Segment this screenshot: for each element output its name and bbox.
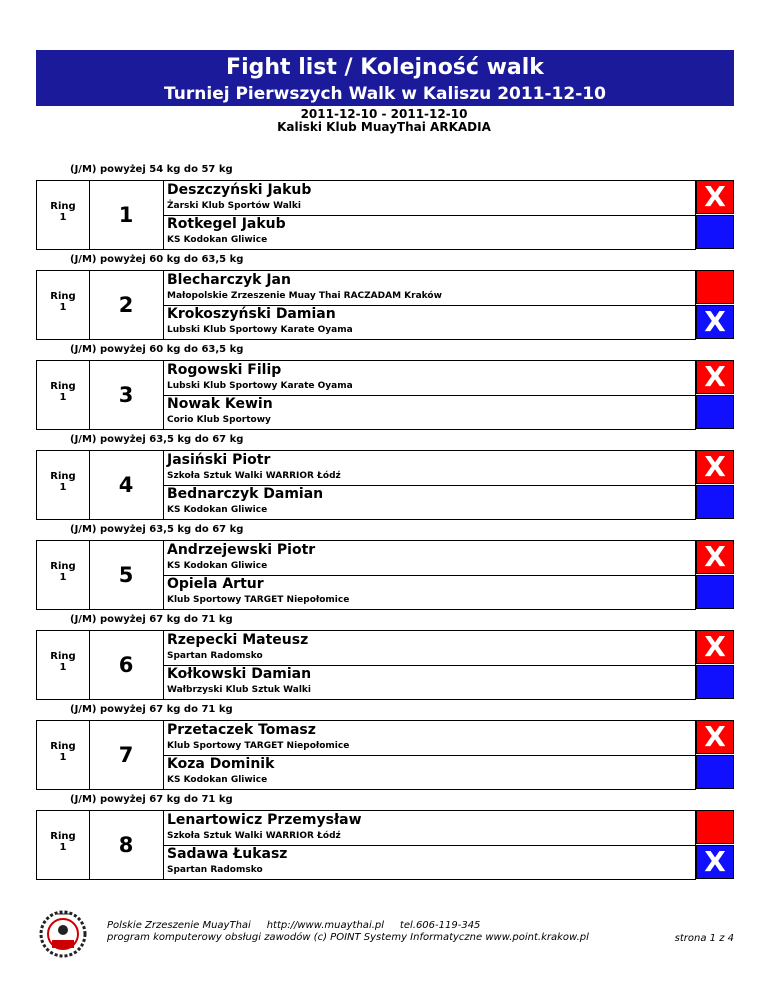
ring-cell	[37, 721, 90, 789]
blue-corner-result	[696, 665, 734, 699]
red-fighter	[163, 181, 695, 216]
fight-number: 5	[89, 541, 164, 609]
weight-category: (J/M) powyżej 63,5 kg do 67 kg	[70, 434, 244, 445]
blue-fighter	[163, 755, 695, 789]
ring-number: 1	[59, 392, 67, 403]
fight-number: 6	[89, 631, 164, 699]
blue-fighter	[163, 845, 695, 879]
fighter-club: KS Kodokan Gliwice	[167, 505, 268, 515]
ring-label: Ring	[50, 651, 76, 662]
fight-box	[36, 630, 696, 700]
fighter-name: Jasiński Piotr	[167, 452, 271, 468]
fighter-name: Kołkowski Damian	[167, 666, 312, 682]
ring-number: 1	[59, 302, 67, 313]
blue-fighter	[163, 395, 695, 429]
ring-number: 1	[59, 752, 67, 763]
fight-box	[36, 540, 696, 610]
fight-row	[36, 704, 734, 802]
red-corner-result: X	[696, 630, 734, 664]
fighter-name: Andrzejewski Piotr	[167, 542, 316, 558]
blue-corner-result	[696, 215, 734, 249]
organizer: Kaliski Klub MuayThai ARKADIA	[277, 120, 491, 134]
blue-corner-result: X	[696, 305, 734, 339]
fighter-club: Wałbrzyski Klub Sztuk Walki	[167, 685, 311, 695]
blue-fighter	[163, 215, 695, 249]
fight-number: 1	[89, 181, 164, 249]
fighter-club: Corio Klub Sportowy	[167, 415, 271, 425]
red-corner-result: X	[696, 540, 734, 574]
fighter-club: Spartan Radomsko	[167, 865, 263, 875]
red-fighter	[163, 631, 695, 666]
muaythai-logo	[36, 904, 90, 960]
fighter-club: Szkoła Sztuk Walki WARRIOR Łódź	[167, 831, 341, 841]
blue-corner-result	[696, 395, 734, 429]
red-corner-result: X	[696, 180, 734, 214]
weight-category: (J/M) powyżej 54 kg do 57 kg	[70, 164, 233, 175]
fighter-club: KS Kodokan Gliwice	[167, 561, 268, 571]
fighter-name: Opiela Artur	[167, 576, 264, 592]
fighter-club: Żarski Klub Sportów Walki	[167, 201, 301, 211]
ring-label: Ring	[50, 741, 76, 752]
ring-number: 1	[59, 662, 67, 673]
fight-number: 4	[89, 451, 164, 519]
ring-cell	[37, 811, 90, 879]
red-fighter	[163, 721, 695, 756]
blue-fighter	[163, 485, 695, 519]
footer	[107, 920, 589, 944]
fighter-club: Szkoła Sztuk Walki WARRIOR Łódź	[167, 471, 341, 481]
ring-number: 1	[59, 482, 67, 493]
ring-cell	[37, 541, 90, 609]
fighter-name: Rotkegel Jakub	[167, 216, 286, 232]
ring-label: Ring	[50, 291, 76, 302]
fight-box	[36, 450, 696, 520]
footer-contact: Polskie Zrzeszenie MuayThai http://www.muaythai.pl tel.606-119-345	[107, 920, 481, 931]
red-corner-result	[696, 810, 734, 844]
fight-row	[36, 254, 734, 352]
blue-fighter	[163, 665, 695, 699]
fight-box	[36, 810, 696, 880]
date-range: 2011-12-10 - 2011-12-10	[300, 107, 468, 121]
ring-number: 1	[59, 842, 67, 853]
fight-row	[36, 344, 734, 442]
page-number: strona 1 z 4	[674, 933, 734, 944]
fighter-name: Blecharczyk Jan	[167, 272, 291, 288]
fighter-club: Klub Sportowy TARGET Niepołomice	[167, 595, 350, 605]
red-corner-result: X	[696, 360, 734, 394]
fight-box	[36, 360, 696, 430]
fighter-club: Klub Sportowy TARGET Niepołomice	[167, 741, 350, 751]
blue-corner-result	[696, 755, 734, 789]
weight-category: (J/M) powyżej 67 kg do 71 kg	[70, 614, 233, 625]
fight-row	[36, 614, 734, 712]
red-corner-result	[696, 270, 734, 304]
red-fighter	[163, 451, 695, 486]
fighter-club: Małopolskie Zrzeszenie Muay Thai RACZADAM Kraków	[167, 291, 442, 301]
ring-label: Ring	[50, 561, 76, 572]
fighter-club: Lubski Klub Sportowy Karate Oyama	[167, 325, 353, 335]
fighter-name: Rzepecki Mateusz	[167, 632, 309, 648]
red-corner-result: X	[696, 720, 734, 754]
fight-number: 7	[89, 721, 164, 789]
blue-fighter	[163, 305, 695, 339]
fighter-name: Sadawa Łukasz	[167, 846, 288, 862]
fighter-name: Rogowski Filip	[167, 362, 282, 378]
fight-row	[36, 794, 734, 892]
ring-cell	[37, 361, 90, 429]
blue-fighter	[163, 575, 695, 609]
fight-box	[36, 720, 696, 790]
fight-number: 8	[89, 811, 164, 879]
weight-category: (J/M) powyżej 60 kg do 63,5 kg	[70, 344, 244, 355]
ring-cell	[37, 451, 90, 519]
fighter-club: KS Kodokan Gliwice	[167, 235, 268, 245]
fighter-name: Lenartowicz Przemysław	[167, 812, 362, 828]
ring-cell	[37, 631, 90, 699]
fighter-name: Koza Dominik	[167, 756, 275, 772]
fighter-name: Bednarczyk Damian	[167, 486, 324, 502]
fighter-club: KS Kodokan Gliwice	[167, 775, 268, 785]
page-title: Fight list / Kolejność walk	[226, 55, 544, 80]
fighter-name: Krokoszyński Damian	[167, 306, 336, 322]
ring-label: Ring	[50, 381, 76, 392]
fight-row	[36, 524, 734, 622]
red-corner-result: X	[696, 450, 734, 484]
page-header	[36, 50, 734, 106]
weight-category: (J/M) powyżej 60 kg do 63,5 kg	[70, 254, 244, 265]
red-fighter	[163, 361, 695, 396]
blue-corner-result: X	[696, 845, 734, 879]
fighter-name: Przetaczek Tomasz	[167, 722, 316, 738]
ring-label: Ring	[50, 471, 76, 482]
fight-number: 3	[89, 361, 164, 429]
ring-number: 1	[59, 212, 67, 223]
fight-row	[36, 434, 734, 532]
footer-software: program komputerowy obsługi zawodów (c) POINT Systemy Informatyczne www.point.krakow.pl	[107, 932, 589, 943]
ring-cell	[37, 181, 90, 249]
tournament-name: Turniej Pierwszych Walk w Kaliszu 2011-12-10	[164, 84, 606, 104]
red-fighter	[163, 541, 695, 576]
fight-row	[36, 164, 734, 262]
blue-corner-result	[696, 485, 734, 519]
blue-corner-result	[696, 575, 734, 609]
fighter-name: Nowak Kewin	[167, 396, 273, 412]
ring-number: 1	[59, 572, 67, 583]
red-fighter	[163, 811, 695, 846]
fighter-club: Spartan Radomsko	[167, 651, 263, 661]
weight-category: (J/M) powyżej 67 kg do 71 kg	[70, 704, 233, 715]
fighter-club: Lubski Klub Sportowy Karate Oyama	[167, 381, 353, 391]
weight-category: (J/M) powyżej 67 kg do 71 kg	[70, 794, 233, 805]
ring-cell	[37, 271, 90, 339]
ring-label: Ring	[50, 201, 76, 212]
fighter-name: Deszczyński Jakub	[167, 182, 312, 198]
fight-box	[36, 270, 696, 340]
weight-category: (J/M) powyżej 63,5 kg do 67 kg	[70, 524, 244, 535]
fight-box	[36, 180, 696, 250]
tournament-info	[0, 108, 768, 134]
red-fighter	[163, 271, 695, 306]
ring-label: Ring	[50, 831, 76, 842]
fight-number: 2	[89, 271, 164, 339]
